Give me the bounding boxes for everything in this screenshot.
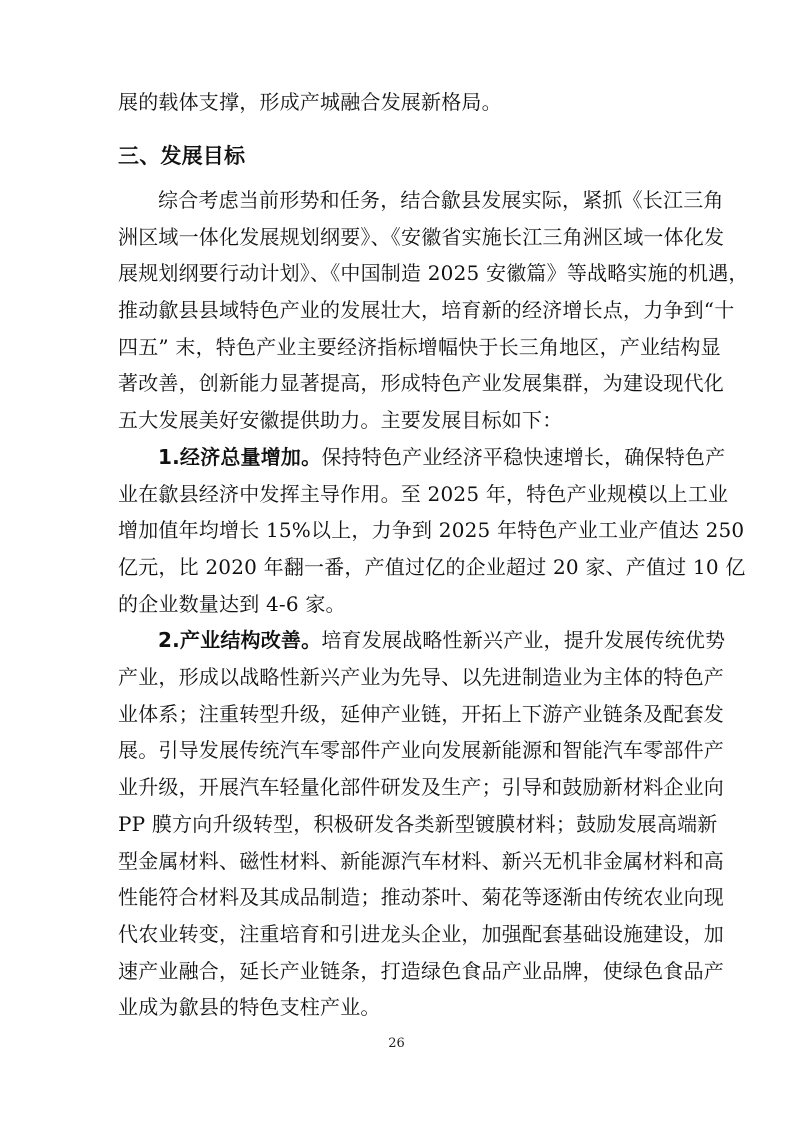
paragraph-line: 展的载体支撑，形成产城融合发展新格局。: [118, 90, 502, 114]
paragraph-line: 速产业融合，延长产业链条，打造绿色食品产业品牌，使绿色食品产: [118, 959, 724, 983]
paragraph-line: 型金属材料、磁性材料、新能源汽车材料、新兴无机非金属材料和高: [118, 849, 724, 873]
paragraph-line: 产业，形成以战略性新兴产业为先导、以先进制造业为主体的特色产: [118, 665, 724, 689]
paragraph-line: 推动歙县县域特色产业的发展壮大，培育新的经济增长点，力争到“十: [118, 298, 735, 322]
paragraph-line: 亿元，比 2020 年翻一番，产值过亿的企业超过 20 家、产值过 10 亿: [118, 555, 746, 579]
paragraph-line: 四五” 末，特色产业主要经济指标增幅快于长三角地区，产业结构显: [118, 335, 721, 359]
paragraph-line: 业升级，开展汽车轻量化部件研发及生产；引导和鼓励新材料企业向: [118, 775, 724, 799]
paragraph-line: 著改善，创新能力显著提高，形成特色产业发展集群，为建设现代化: [118, 371, 724, 395]
goal-title: 1.经济总量增加。: [158, 445, 322, 469]
paragraph-line: 洲区域一体化发展规划纲要》、《安徽省实施长江三角洲区域一体化发: [118, 225, 725, 249]
goal-paragraph-line: [158, 626, 725, 654]
paragraph-line: 展规划纲要行动计划》、《中国制造 2025 安徽篇》等战略实施的机遇，: [118, 261, 749, 285]
paragraph-line: 展。引导发展传统汽车零部件产业向发展新能源和智能汽车零部件产: [118, 738, 724, 762]
goal-title: 2.产业结构改善。: [158, 628, 322, 652]
paragraph-line: 代农业转变，注重培育和引进龙头企业，加强配套基础设施建设，加: [118, 922, 724, 946]
section-heading: 三、发展目标: [118, 144, 246, 168]
goal-paragraph-line: [158, 443, 725, 471]
goal-text: 培育发展战略性新兴产业，提升发展传统优势: [321, 628, 726, 652]
paragraph-line: 五大发展美好安徽提供助力。主要发展目标如下：: [118, 408, 563, 432]
paragraph-line: 业体系；注重转型升级，延伸产业链，开拓上下游产业链条及配套发: [118, 702, 724, 726]
paragraph-line: PP 膜方向升级转型，积极研发各类新型镀膜材料；鼓励发展高端新: [118, 812, 718, 836]
paragraph-line: 增加值年均增长 15%以上，力争到 2025 年特色产业工业产值达 250: [118, 518, 745, 542]
paragraph-line: 性能符合材料及其成品制造；推动茶叶、菊花等逐渐由传统农业向现: [118, 885, 724, 909]
paragraph-line: 的企业数量达到 4-6 家。: [118, 592, 346, 616]
page-number: 26: [388, 1036, 405, 1051]
goal-text: 保持特色产业经济平稳快速增长，确保特色产: [321, 445, 726, 469]
paragraph-line: 综合考虑当前形势和任务，结合歙县发展实际，紧抓《长江三角: [158, 188, 724, 212]
paragraph-line: 业成为歙县的特色支柱产业。: [118, 995, 381, 1019]
paragraph-line: 业在歙县经济中发挥主导作用。至 2025 年，特色产业规模以上工业: [118, 482, 729, 506]
